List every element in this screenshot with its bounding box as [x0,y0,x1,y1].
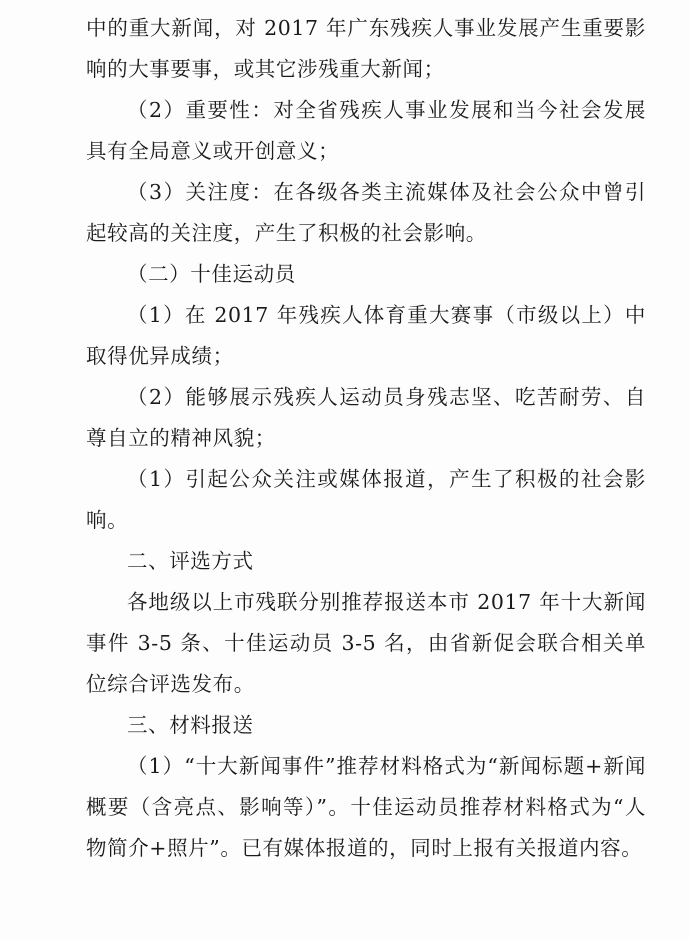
section-heading-materials: 三、材料报送 [127,713,254,737]
document-body [86,8,646,869]
paragraph-importance: （2）重要性：对全省残疾人事业发展和当今社会发展具有全局意义或开创意义； [86,98,646,163]
paragraph-athlete-spirit: （2）能够展示残疾人运动员身残志坚、吃苦耐劳、自尊自立的精神风貌； [86,385,646,450]
section-heading-athletes: （二）十佳运动员 [127,262,296,286]
section-heading-selection-method: 二、评选方式 [127,549,254,573]
paragraph-selection-method: 各地级以上市残联分别推荐报送本市 2017 年十大新闻事件 3-5 条、十佳运动员 3-5 名，由省新促会联合相关单位综合评选发布。 [86,590,646,696]
paragraph-athlete-results: （1）在 2017 年残疾人体育重大赛事（市级以上）中取得优异成绩； [86,303,646,368]
paragraph-athlete-attention: （1）引起公众关注或媒体报道，产生了积极的社会影响。 [86,467,646,532]
paragraph-news-continuation: 中的重大新闻，对 2017 年广东残疾人事业发展产生重要影响的大事要事，或其它涉残重大新闻； [86,16,646,81]
paragraph-materials-format: （1）“十大新闻事件”推荐材料格式为“新闻标题+新闻概要（含亮点、影响等）”。十佳运动员推荐材料格式为“人物简介+照片”。已有媒体报道的，同时上报有关报道内容。 [86,754,646,860]
paragraph-attention: （3）关注度：在各级各类主流媒体及社会公众中曾引起较高的关注度，产生了积极的社会影响。 [86,180,646,245]
